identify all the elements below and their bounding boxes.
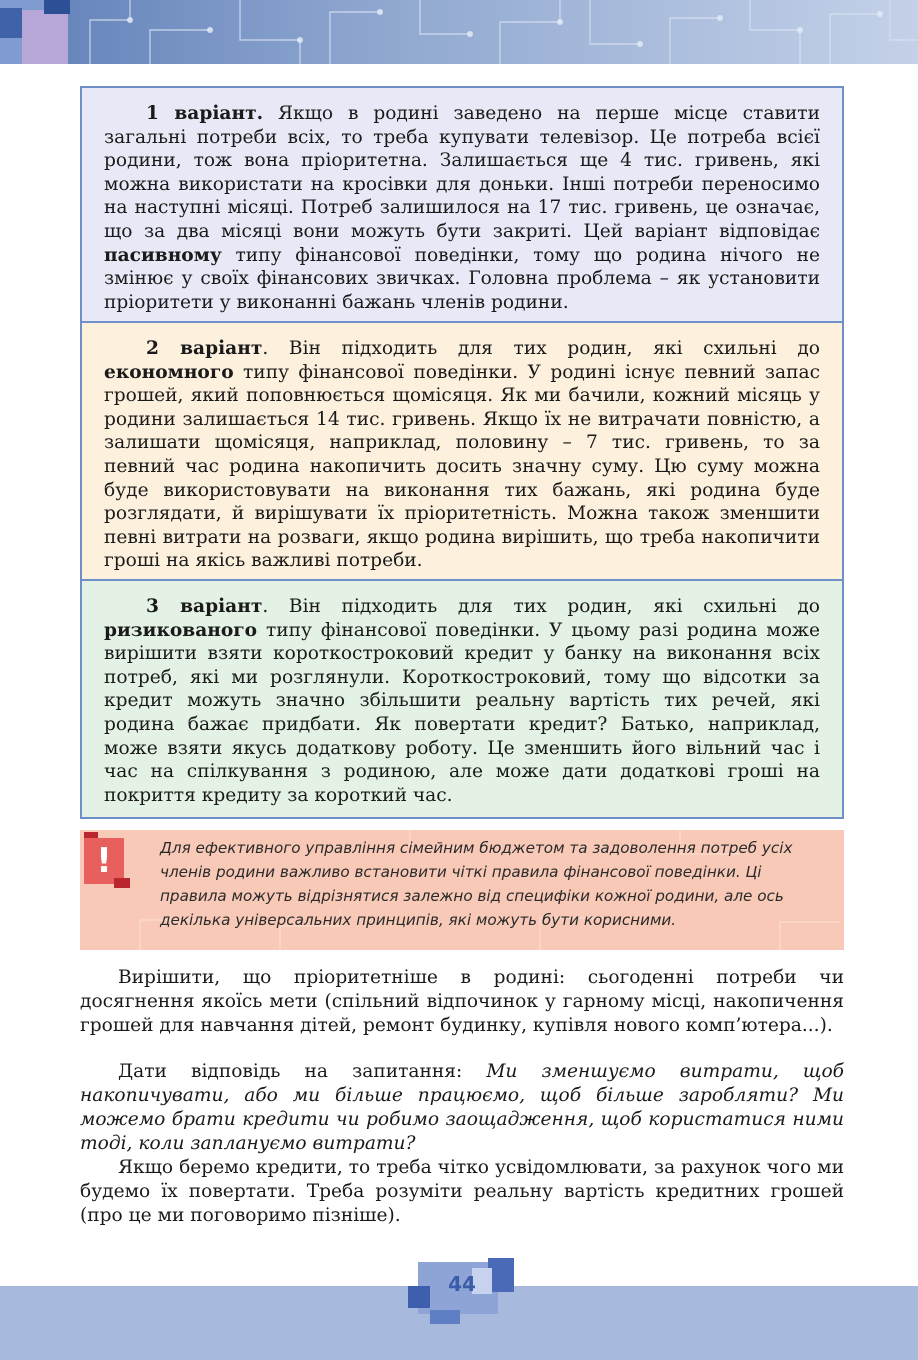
variant-1-lead: 1 варіант.: [146, 103, 264, 124]
important-note-box: [80, 830, 844, 950]
exclamation-icon: !: [96, 841, 112, 881]
page-number: 44: [448, 1272, 476, 1296]
circuit-pattern: [0, 0, 918, 64]
variant-3-text: 3 варіант. Він підходить для тих родин, які схильні до ризикованого типу фінансової поведінки. У цьому разі родина може вирішити взяти короткостроковий кредит у банку на виконання всіх потреб, які ми розглянули. Короткостроковий, тому що відсотки за кредит можуть значно збільшити реальну вартість тих речей, які родина бажає придбати. Як повертати кредит? Батько, наприклад, може взяти якусь додаткову роботу. Це зменшить його вільний час і час на спілкування з родиною, але може дати додаткові гроші на покриття кредиту за короткий час.: [104, 596, 821, 806]
behavior-type-term: економного: [104, 361, 234, 383]
corner-decoration: [22, 10, 68, 64]
variant-2-text: 2 варіант. Він підходить для тих родин, які схильні до економного типу фінансової поведінки. У родині існує певний запас грошей, який поповнюється щомісяця. Як ми бачили, кожний місяць у родини залишається 14 тис. гривень. Якщо їх не витрачати повністю, а залишати щомісяця, наприклад, половину – 7 тис. гривень, то за певний час родина накопичить досить значну суму. Цю суму можна буде використовувати на виконання тих бажань, які родина буде розглядати, й вирішувати їх пріоритетність. Можна також зменшити певні витрати на розваги, якщо родина вирішить, що треба накопичити гроші на якісь важливі потреби.: [104, 338, 821, 572]
page-number-decoration: [408, 1286, 430, 1308]
variant-1-panel: [80, 86, 844, 323]
body-paragraph-3: Якщо беремо кредити, то треба чітко усвідомлювати, за рахунок чого ми будемо їх повертати. Треба розуміти реальну вартість кредитних грошей (про це ми поговоримо пізніше).: [80, 1157, 844, 1226]
body-paragraph-2: Дати відповідь на запитання: Ми зменшуємо витрати, щоб накопичувати, або ми більше працюємо, щоб більше заробляти? Ми можемо брати кредити чи робимо заощадження, щоб користатися ними тоді, коли заплануємо витрати?: [80, 1061, 844, 1154]
body-paragraph-1: Вирішити, що пріоритетніше в родині: сьогоденні потреби чи досягнення якоїсь мети (спільний відпочинок у гарному місці, накопичення грошей для навчання дітей, ремонт будинку, купівля нового комп’ютера...).: [80, 967, 844, 1036]
variant-2-panel: [80, 321, 844, 581]
behavior-type-term: ризикованого: [104, 619, 258, 641]
behavior-type-term: пасивному: [104, 244, 222, 266]
variant-3-lead: 3 варіант: [146, 596, 263, 617]
variant-1-text: 1 варіант. Якщо в родині заведено на перше місце ставити загальні потреби всіх, то треба купувати телевізор. Це потреба всієї родини, тож вона пріоритетна. Залишається ще 4 тис. гривень, які можна використати на кросівки для доньки. Інші потреби переносимо на наступні місяці. Потреб залишилося на 17 тис. гривень, це означає, що за два місяці вони можуть бути закриті. Цей варіант відповідає пасивному типу фінансової поведінки, тому що родина нічого не змінює у своїх фінансових звичках. Головна проблема – як установити пріоритети у виконанні бажань членів родини.: [104, 103, 820, 313]
variant-3-panel: [80, 579, 844, 819]
page-number-decoration: [430, 1310, 460, 1324]
note-text: Для ефективного управління сімейним бюджетом та задоволення потреб усіх членів родини важливо встановити чіткі правила фінансової поведінки. Ці правила можуть відрізнятися залежно від специфіки кожної родини, але ось декілька універсальних принципів, які можуть бути корисними.: [160, 839, 793, 929]
corner-decoration: [0, 8, 22, 38]
header-band: [0, 0, 918, 64]
variant-2-lead: 2 варіант: [146, 338, 263, 359]
corner-decoration: [44, 0, 70, 14]
questions-italic: Ми зменшуємо витрати, щоб накопичувати, або ми більше працюємо, щоб більше заробляти? Ми можемо брати кредити чи робимо заощадження, щоб користатися ними тоді, коли заплануємо витрати?: [80, 1061, 844, 1154]
